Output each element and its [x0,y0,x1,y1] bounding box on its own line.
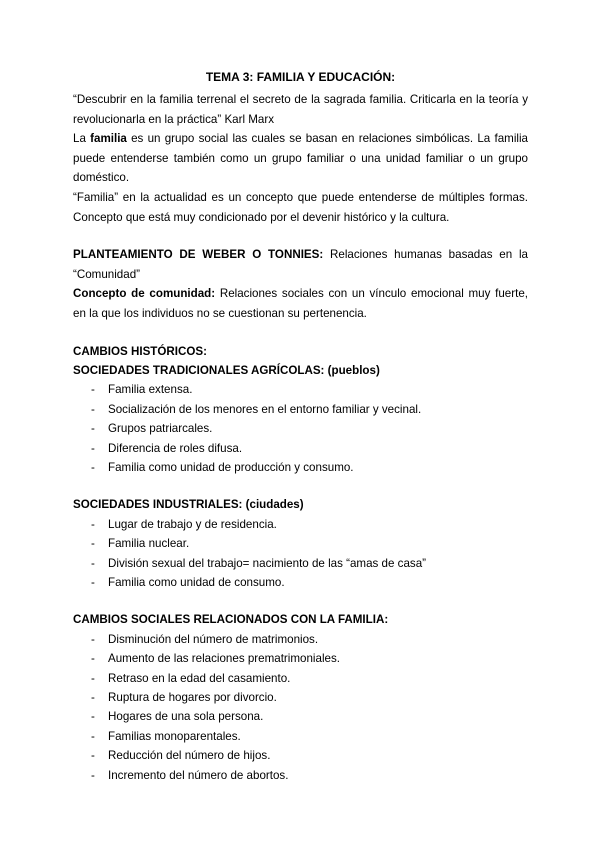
familia-actualidad: “Familia” en la actualidad es un concepto que puede entenderse de múltiples formas. Concepto que está muy condicionado por el devenir histórico y la cultura. [73,190,528,224]
list-item [73,727,528,746]
dash-bullet: - [91,441,95,455]
list-item [73,649,528,668]
dash-bullet: - [91,422,95,436]
list-item [73,554,528,573]
familia-term: familia [90,132,127,146]
list-item-text: Diferencia de roles difusa. [108,441,243,455]
dash-bullet: - [91,652,95,666]
spacer [73,227,528,245]
industriales-heading: SOCIEDADES INDUSTRIALES: (ciudades) [73,498,304,512]
agricolas-list [73,380,528,477]
dash-bullet: - [91,768,95,782]
comunidad-paragraph [73,284,528,323]
dash-bullet: - [91,556,95,570]
dash-bullet: - [91,576,95,589]
list-item-text: Familias monoparentales. [108,729,241,743]
familia-def-text: es un grupo social las cuales se basan en relaciones simbólicas. La familia puede entenderse también como un grupo familiar o una unidad familiar o un grupo doméstico. [73,132,528,185]
cambios-sociales-list [73,630,528,785]
list-item-text: División sexual del trabajo= nacimiento de las “amas de casa” [108,556,427,570]
dash-bullet: - [91,460,95,474]
list-item [73,515,528,534]
list-item-text: Aumento de las relaciones prematrimoniales. [108,652,340,666]
list-item-text: Lugar de trabajo y de residencia. [108,517,277,531]
spacer [73,324,528,342]
dash-bullet: - [91,671,95,685]
list-item [73,688,528,707]
list-item-text: Familia nuclear. [108,537,190,551]
list-item [73,400,528,419]
spacer [73,592,528,610]
dash-bullet: - [91,383,95,397]
dash-bullet: - [91,729,95,743]
list-item-text: Disminución del número de matrimonios. [108,632,319,646]
list-item [73,707,528,726]
weber-label: PLANTEAMIENTO DE WEBER O TONNIES: [73,248,324,262]
marx-quote: “Descubrir en la familia terrenal el secreto de la sagrada familia. Criticarla en la teoría y revolucionarla en la práctica” Karl Marx [73,93,528,126]
dash-bullet: - [91,517,95,531]
cambios-sociales-heading: CAMBIOS SOCIALES RELACIONADOS CON LA FAMILIA: [73,613,389,627]
agricolas-heading: SOCIEDADES TRADICIONALES AGRÍCOLAS: (pueblos) [73,363,380,377]
document-title: TEMA 3: FAMILIA Y EDUCACIÓN: [205,70,396,84]
weber-paragraph [73,245,528,284]
list-item-text: Familia extensa. [108,383,193,397]
list-item [73,669,528,688]
familia-def-prefix: La [73,132,91,146]
comunidad-text: Relaciones sociales con un vínculo emocional muy fuerte, en la que los individuos no se cuestionan su pertenencia. [73,287,528,320]
list-item [73,419,528,438]
list-item-text: Grupos patriarcales. [108,422,213,436]
list-item-text: Familia como unidad de producción y consumo. [108,460,354,474]
list-item [73,746,528,765]
comunidad-label: Concepto de comunidad: [73,287,216,301]
list-item-text: Retraso en la edad del casamiento. [108,671,291,685]
cambios-historicos-heading: CAMBIOS HISTÓRICOS: [73,344,207,358]
dash-bullet: - [91,632,95,646]
dash-bullet: - [91,402,95,416]
list-item-text: Socialización de los menores en el entorno familiar y vecinal. [108,402,422,416]
spacer [73,477,528,495]
document-page [73,70,528,785]
list-item-text: Hogares de una sola persona. [108,710,264,724]
list-item [73,630,528,649]
dash-bullet: - [91,749,95,763]
list-item [73,458,528,477]
list-item-text: Reducción del número de hijos. [108,749,271,763]
dash-bullet: - [91,537,95,551]
list-item-text: Ruptura de hogares por divorcio. [108,691,277,705]
familia-definition [73,129,528,188]
list-item-text: Familia como unidad de consumo. [108,576,285,589]
list-item [73,766,528,785]
industriales-list [73,515,528,593]
list-item [73,380,528,399]
list-item [73,439,528,458]
weber-text: Relaciones humanas basadas en la “Comunidad” [73,248,528,281]
dash-bullet: - [91,710,95,724]
list-item [73,534,528,553]
list-item [73,573,528,592]
dash-bullet: - [91,691,95,705]
list-item-text: Incremento del número de abortos. [108,768,289,782]
